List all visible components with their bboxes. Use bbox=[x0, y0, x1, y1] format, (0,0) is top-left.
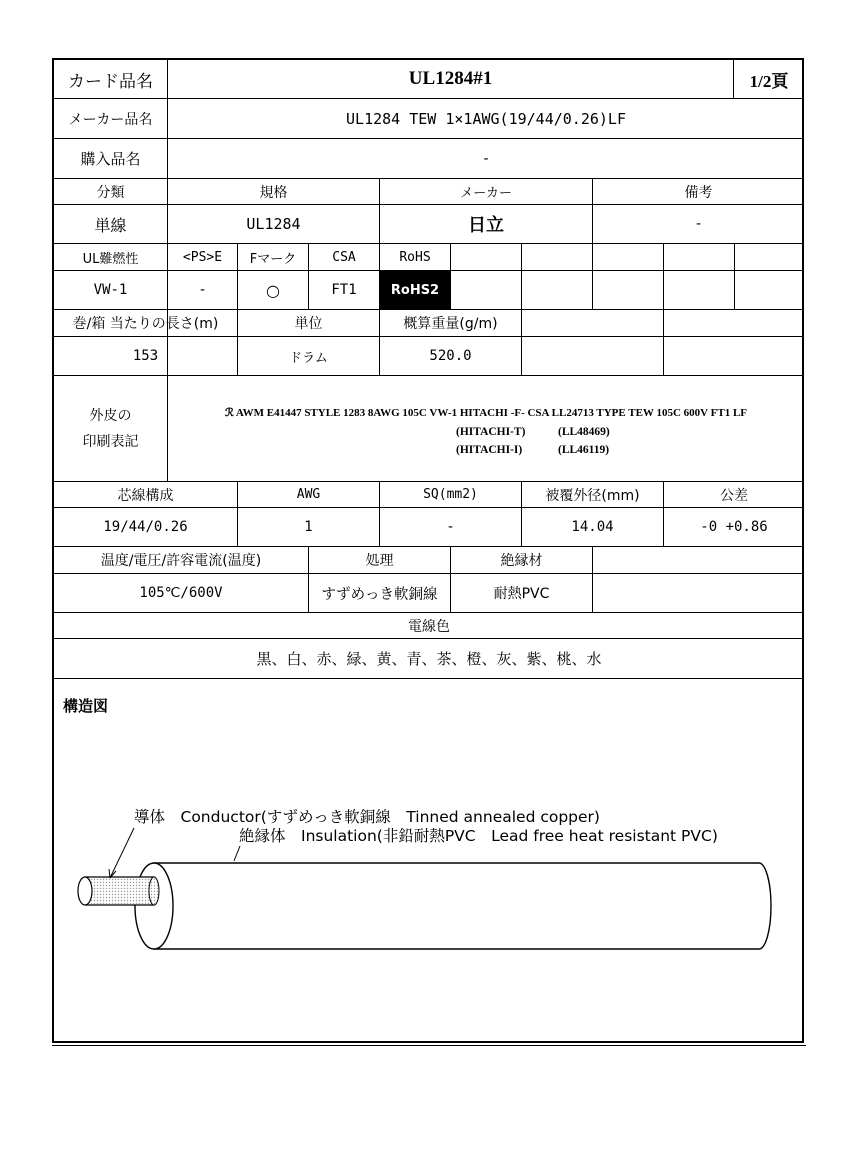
bottom-double-rule bbox=[52, 1045, 806, 1046]
printing-line2a: (HITACHI-T) bbox=[456, 426, 526, 438]
insulation-value: 耐熱PVC bbox=[493, 586, 550, 602]
f-mark-value: ○ bbox=[266, 280, 280, 300]
remarks-header: 備考 bbox=[684, 184, 713, 201]
pse-header: <PS>E bbox=[182, 249, 223, 265]
class-header: 分類 bbox=[96, 184, 125, 201]
flame-header: UL難燃性 bbox=[82, 251, 139, 267]
unit-header: 単位 bbox=[294, 316, 323, 332]
csa-value: FT1 bbox=[331, 282, 357, 298]
leader-insulation bbox=[234, 846, 240, 861]
strand-value: 19/44/0.26 bbox=[103, 519, 188, 535]
purchase-value: - bbox=[483, 150, 489, 167]
treatment-header: 処理 bbox=[365, 553, 394, 569]
card-name-label: カード品名 bbox=[68, 71, 153, 92]
printing-label bbox=[54, 376, 167, 481]
rating-value: 105℃/600V bbox=[139, 585, 223, 601]
cable-conductor bbox=[78, 877, 159, 905]
structure-title: 構造図 bbox=[63, 696, 109, 715]
tolerance-value: -0 +0.86 bbox=[700, 519, 768, 535]
rating-header: 温度/電圧/許容電流(温度) bbox=[100, 553, 262, 569]
sq-header: SQ(mm2) bbox=[423, 487, 478, 502]
class-value: 単線 bbox=[94, 215, 127, 235]
printing-line3b: (LL46119) bbox=[558, 444, 610, 456]
maker-value: 日立 bbox=[468, 215, 504, 236]
remarks-value: - bbox=[695, 216, 702, 232]
color-value: 黒、白、赤、緑、黄、青、茶、橙、灰、紫、桃、水 bbox=[256, 650, 602, 668]
outer-diameter-value: 14.04 bbox=[571, 519, 614, 535]
color-label: 電線色 bbox=[408, 618, 450, 635]
printing-label-line2: 印刷表記 bbox=[82, 433, 139, 450]
leader-conductor bbox=[109, 828, 134, 878]
maker-part-value: UL1284 TEW 1×1AWG(19/44/0.26)LF bbox=[346, 109, 626, 128]
conductor-note: 導体 Conductor(すずめっき軟銅線 Tinned annealed copper) bbox=[134, 808, 600, 826]
cable-diagram bbox=[54, 680, 804, 1040]
outer-diameter-header: 被覆外径(mm) bbox=[545, 487, 640, 504]
card-name-value: UL1284#1 bbox=[408, 68, 493, 89]
treatment-value: すずめっき軟銅線 bbox=[321, 586, 438, 603]
standard-header: 規格 bbox=[259, 184, 288, 201]
maker-header: メーカー bbox=[460, 186, 512, 201]
weight-header: 概算重量(g/m) bbox=[403, 316, 498, 332]
weight-value: 520.0 bbox=[429, 348, 472, 364]
awg-header: AWG bbox=[296, 487, 321, 502]
tolerance-header: 公差 bbox=[720, 487, 748, 504]
length-header: 巻/箱 当たりの長さ(m) bbox=[72, 316, 219, 332]
printing-line2b: (LL48469) bbox=[558, 426, 610, 438]
standard-value: UL1284 bbox=[246, 215, 301, 233]
insulation-header: 絶縁材 bbox=[500, 553, 543, 569]
maker-part-label: メーカー品名 bbox=[68, 111, 153, 128]
pse-value: - bbox=[199, 282, 206, 298]
printing-label-line1: 外皮の bbox=[89, 407, 132, 424]
page-number: 1/2頁 bbox=[749, 71, 789, 91]
length-value: 153 bbox=[132, 348, 159, 364]
printing-line3a: (HITACHI-I) bbox=[456, 444, 523, 456]
awg-value: 1 bbox=[304, 519, 313, 535]
csa-header: CSA bbox=[332, 249, 356, 265]
sq-value: - bbox=[447, 519, 454, 535]
purchase-label: 購入品名 bbox=[80, 150, 141, 168]
f-mark-header: Fマーク bbox=[249, 251, 297, 267]
flame-value: VW-1 bbox=[93, 282, 128, 298]
strand-header: 芯線構成 bbox=[117, 487, 174, 504]
rohs-header: RoHS bbox=[399, 249, 431, 265]
printing-line1: ℛ AWM E41447 STYLE 1283 8AWG 105C VW-1 HITACHI -F- CSA LL24713 TYPE TEW 105C 600V FT1 LF bbox=[224, 406, 748, 419]
rohs-badge: RoHS2 bbox=[380, 271, 450, 309]
unit-value: ドラム bbox=[289, 350, 328, 366]
insulation-note: 絶縁体 Insulation(非鉛耐熱PVC Lead free heat resistant PVC) bbox=[239, 827, 718, 845]
cable-insulation bbox=[135, 863, 771, 949]
